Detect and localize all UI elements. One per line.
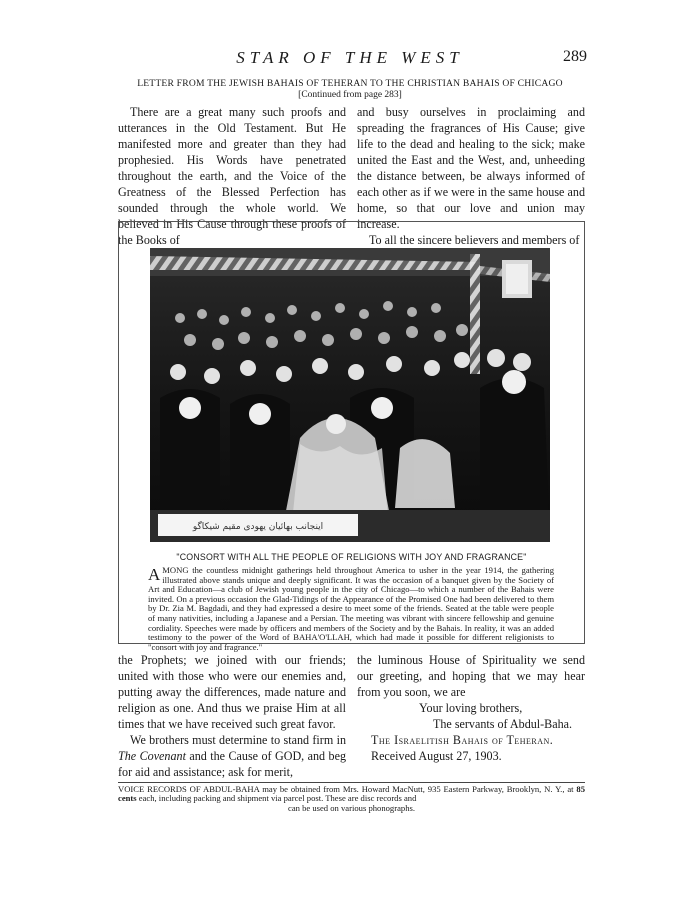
paragraph: the luminous House of Spirituality we send our greeting, and hoping that we may hear from you soon, we are bbox=[357, 653, 585, 699]
running-title: STAR OF THE WEST bbox=[236, 48, 464, 67]
text: We brothers must determine to stand firm in bbox=[130, 733, 346, 747]
signature: The Israelitish Bahais of Teheran. bbox=[371, 733, 554, 747]
footer-rule bbox=[118, 782, 585, 783]
paragraph: There are a great many such proofs and utterances in the Old Testament. But He manifested more and greater than they had prophesied. His Words have penetrated throughout the earth, and the Voice of the Greatness of the Blessed Perfection has sounded through the whole world. We believed in His Cause through these proofs of the Books of bbox=[118, 105, 346, 247]
drop-cap: A bbox=[148, 565, 161, 584]
footer-price: 85 cents bbox=[118, 784, 585, 804]
text: and the Cause of GOD, and beg for aid and assistance; ask for merit, bbox=[118, 749, 346, 779]
footer-note bbox=[118, 785, 585, 813]
paragraph: and busy ourselves in proclaiming and spreading the fragrances of His Cause; give life to the dead and healing to the sick; make united the East and the West, and, unheeding the distance between, be always informed of each other as if we were in the same house and home, so that our love and union may increase. bbox=[357, 105, 585, 231]
page-number: 289 bbox=[563, 48, 587, 65]
column-bottom-right bbox=[357, 652, 585, 764]
caption-title: "CONSORT WITH ALL THE PEOPLE OF RELIGIONS WITH JOY AND FRAGRANCE" bbox=[176, 552, 527, 562]
caption-body bbox=[148, 566, 554, 652]
footer-text: can be used on various phonographs. bbox=[288, 802, 415, 813]
closing-line: Your loving brothers, bbox=[419, 701, 523, 715]
article-title: LETTER FROM THE JEWISH BAHAIS OF TEHERAN TO THE CHRISTIAN BAHAIS OF CHICAGO bbox=[137, 78, 563, 89]
footer-text: each, including packing and shipment via parcel post. These are disc records and bbox=[136, 793, 417, 804]
banquet-photo bbox=[150, 248, 550, 542]
continued-note: [Continued from page 283] bbox=[298, 90, 402, 100]
received-date: Received August 27, 1903. bbox=[371, 749, 502, 763]
photo-inscription: اینجانب بهائیان یهودی مقیم شیکاگو bbox=[192, 522, 324, 532]
caption-text: MONG the countless midnight gatherings held throughout America to usher in the year 1914, the gathering illustrated above stands unique and deeply significant. It was the occasion of a banquet given by the Society of Art and Education—a club of Jewish young people in the city of Chicago—to which a number of the Bahais were invited. On a previous occasion the Glad-Tidings of the Appearance of the Promised One had been delivered to them by Dr. Zia M. Bagdadi, and they had expressed a desire to meet some of the friends. Seated at the table were people of many nativities, including a Japanese and a Persian. The meeting was vibrant with sincere fellowship and genuine cordiality. Speeches were made by officers and members of the Society and by the Bahais. In reality, it was an added testimony to the power of the Word of BAHA'O'LLAH, which had made it possible for different religionists to "consort with joy and fragrance." bbox=[148, 565, 554, 652]
closing-line: The servants of Abdul-Baha. bbox=[433, 717, 573, 731]
paragraph: the Prophets; we joined with our friends; united with those who were our enemies and, putting away the differences, made nature and religion as one. And thus we praise Him at all times that we have received such great favor. bbox=[118, 653, 346, 731]
paragraph bbox=[118, 732, 346, 780]
covenant-italic: The Covenant bbox=[118, 749, 186, 763]
paragraph: To all the sincere believers and members of bbox=[369, 233, 580, 247]
footer-text: VOICE RECORDS OF ABDUL-BAHA may be obtained from Mrs. Howard MacNutt, 935 Eastern Parkway, Brooklyn, N. Y., at bbox=[118, 784, 577, 794]
column-bottom-left bbox=[118, 652, 346, 780]
